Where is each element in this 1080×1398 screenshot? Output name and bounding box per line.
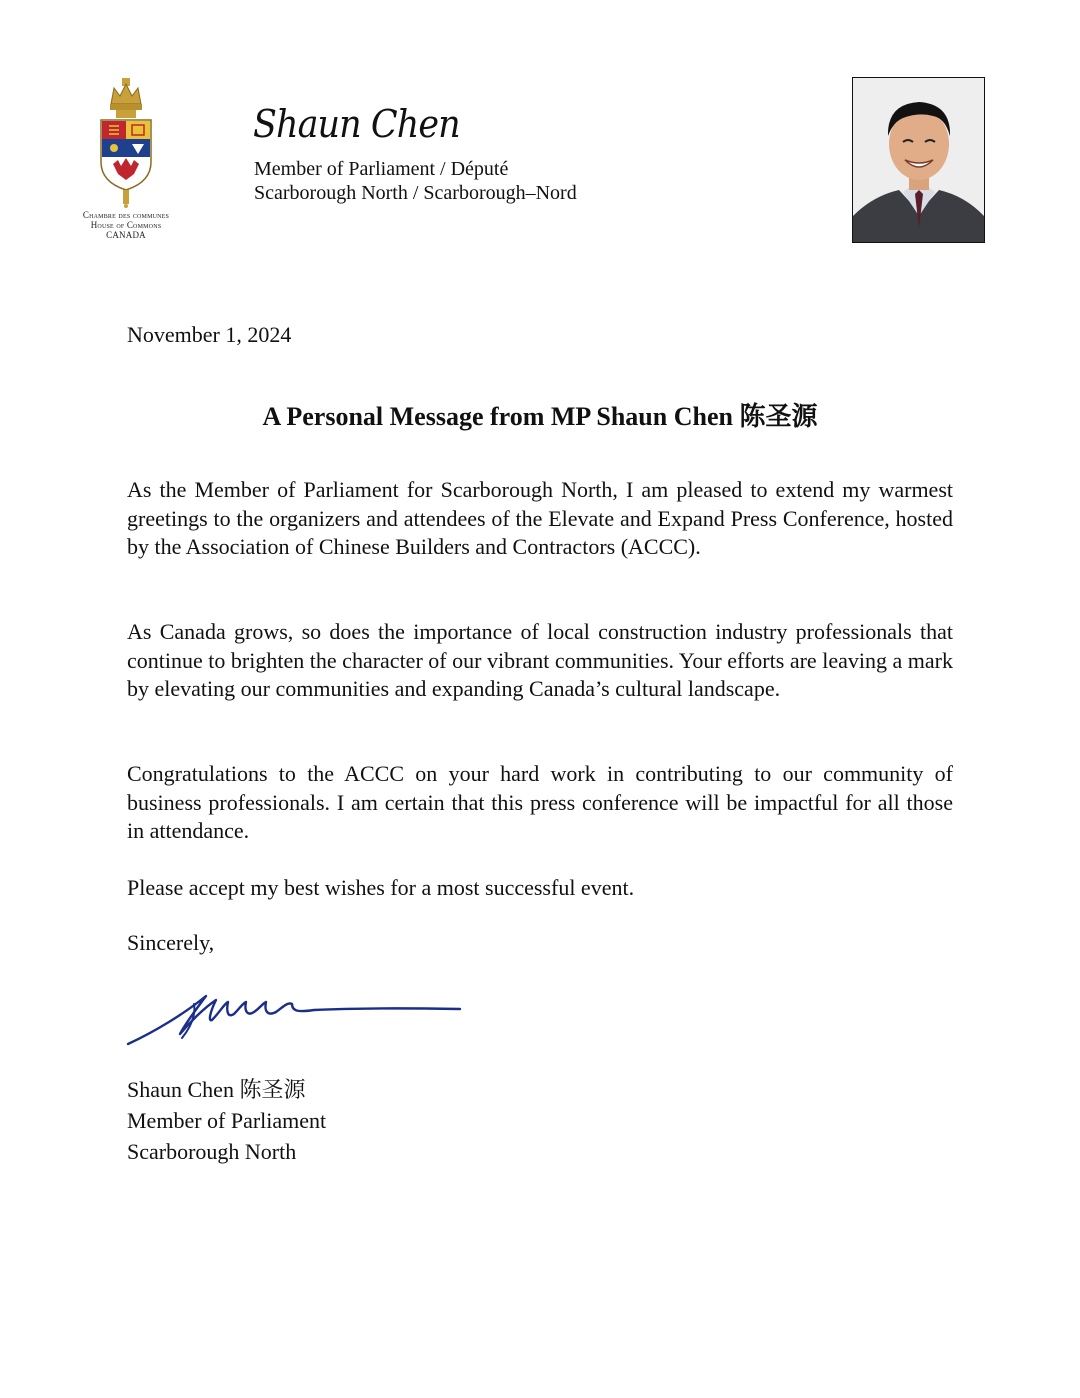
portrait-person-icon [853,78,984,242]
crest-caption-en: House of Commons [90,220,162,230]
signer-riding: Scarborough North [127,1139,297,1164]
portrait-photo [852,77,985,243]
letterhead-role: Member of Parliament / Député [254,158,509,180]
closing: Sincerely, [127,930,215,955]
mace-crest-icon [64,76,188,208]
signature-icon [124,982,464,1052]
letter-date: November 1, 2024 [127,322,292,347]
letter-heading: A Personal Message from MP Shaun Chen 陈圣源 [262,402,818,431]
signature-block [127,1074,326,1167]
signer-name: Shaun Chen 陈圣源 [127,1077,306,1102]
signer-title: Member of Parliament [127,1108,327,1133]
body-paragraph: As the Member of Parliament for Scarborough North, I am pleased to extend my warmest greetings to the organizers and attendees of the Elevate and Expand Press Conference, hosted by the Association of Chinese Builders and Contractors (ACCC). [127,477,953,559]
body-paragraph: As Canada grows, so does the importance of local construction industry professionals that continue to brighten the character of our vibrant communities. Your efforts are leaving a mark by elevating our communities and expanding Canada’s cultural landscape. [127,619,953,701]
letterhead-riding: Scarborough North / Scarborough–Nord [254,182,577,204]
handwritten-signature [124,982,464,1057]
crest-caption-fr: Chambre des communes [82,210,170,220]
letterhead-signature-name: Shaun Chen [253,102,460,146]
body-paragraph: Please accept my best wishes for a most successful event. [127,875,635,900]
house-of-commons-crest [64,76,188,246]
body-paragraph: Congratulations to the ACCC on your hard work in contributing to our community of business professionals. I am certain that this press conference will be impactful for all those in attendance. [127,761,953,843]
crest-caption [64,210,188,240]
crest-caption-country: CANADA [106,230,146,240]
